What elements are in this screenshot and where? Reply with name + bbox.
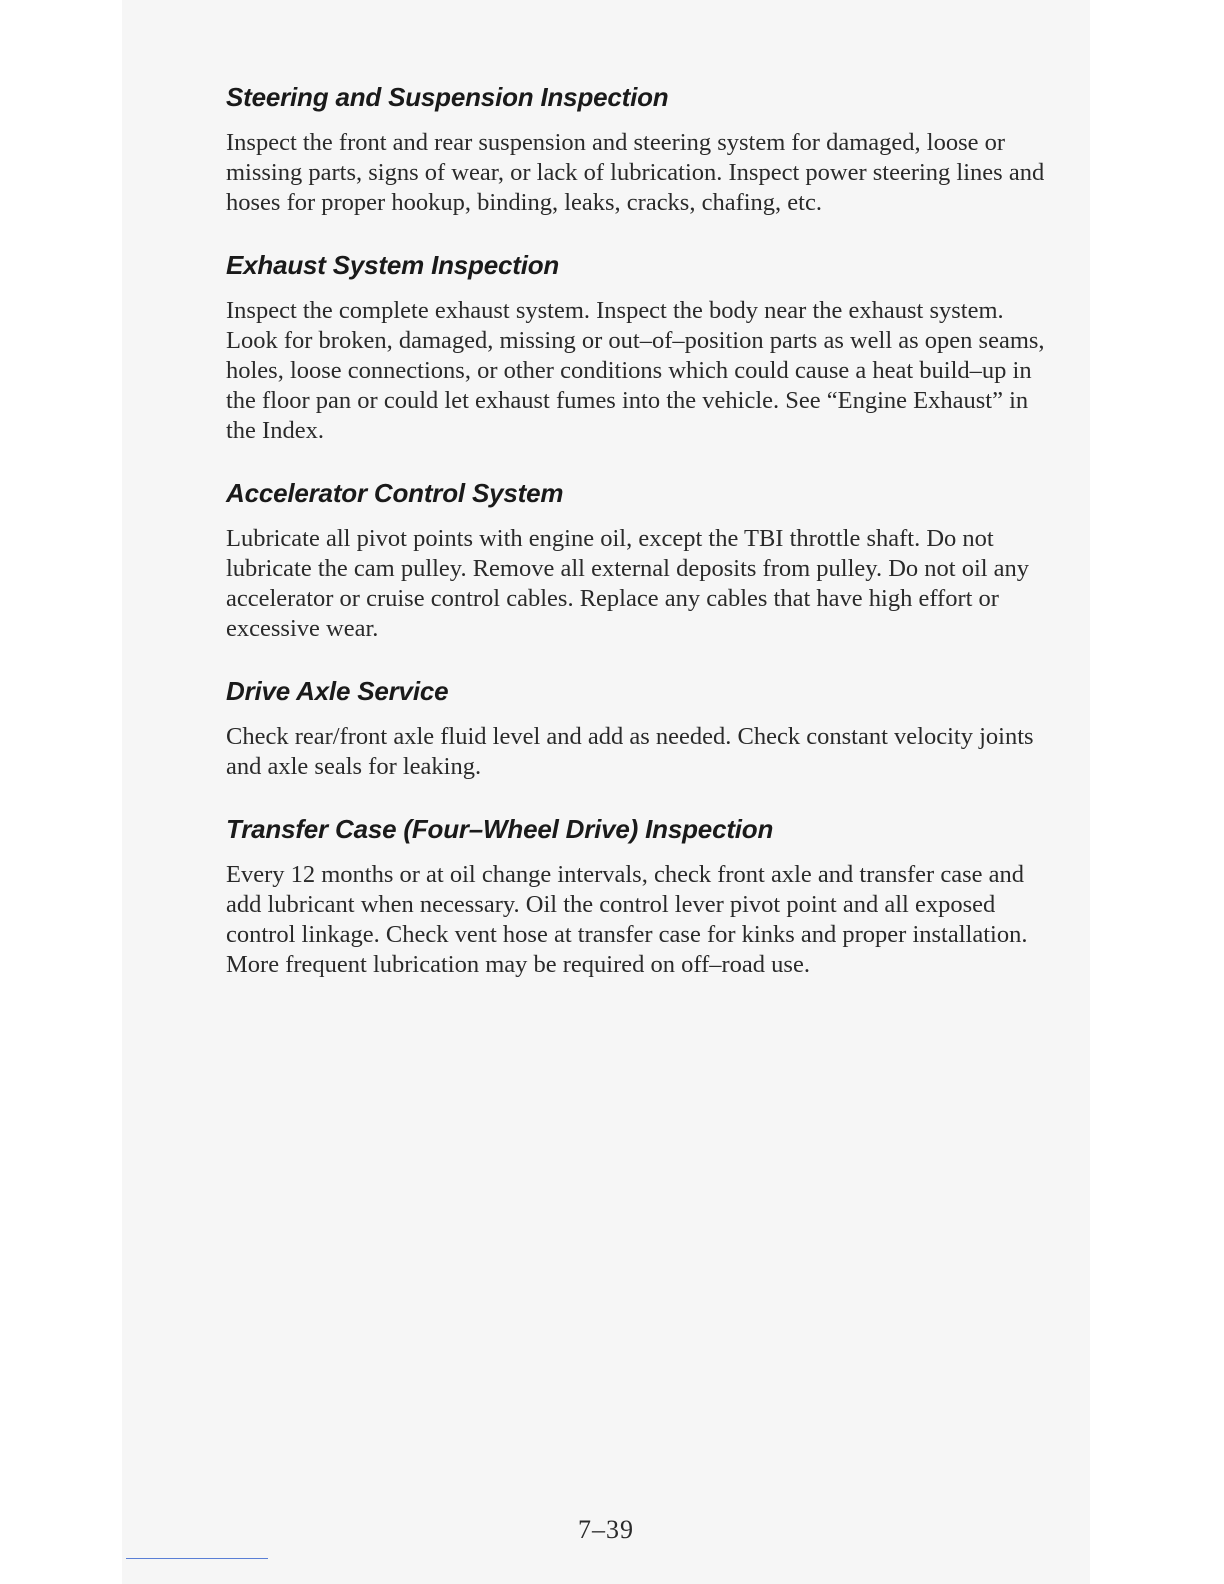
section-heading: Transfer Case (Four–Wheel Drive) Inspection	[226, 814, 774, 844]
page-content	[226, 80, 1056, 1010]
document-page	[122, 0, 1090, 1584]
section-transfer-case	[226, 812, 1056, 980]
section-heading: Steering and Suspension Inspection	[226, 82, 669, 112]
section-steering-suspension	[226, 80, 1056, 218]
section-body: Inspect the front and rear suspension and steering system for damaged, loose or missing parts, signs of wear, or lack of lubrication. Inspect power steering lines and hoses for proper hookup, binding, leaks, cracks, chafing, etc.	[226, 129, 1045, 216]
section-body: Every 12 months or at oil change intervals, check front axle and transfer case and add lubricant when necessary. Oil the control lever pivot point and all exposed control linkage. Check vent hose at transfer case for kinks and proper installation. More frequent lubrication may be required on off–road use.	[226, 861, 1028, 978]
section-heading: Accelerator Control System	[226, 478, 564, 508]
section-body: Check rear/front axle fluid level and add as needed. Check constant velocity joints and axle seals for leaking.	[226, 723, 1034, 780]
section-drive-axle	[226, 674, 1056, 782]
section-body: Inspect the complete exhaust system. Inspect the body near the exhaust system. Look for broken, damaged, missing or out–of–position parts as well as open seams, holes, loose connections, or other conditions which could cause a heat build–up in the floor pan or could let exhaust fumes into the vehicle. See “Engine Exhaust” in the Index.	[226, 297, 1045, 444]
page-number: 7–39	[578, 1515, 634, 1544]
section-accelerator-control	[226, 476, 1056, 644]
bottom-divider	[126, 1558, 268, 1559]
section-exhaust-system	[226, 248, 1056, 446]
section-body: Lubricate all pivot points with engine oil, except the TBI throttle shaft. Do not lubricate the cam pulley. Remove all external deposits from pulley. Do not oil any accelerator or cruise control cables. Replace any cables that have high effort or excessive wear.	[226, 525, 1030, 642]
section-heading: Exhaust System Inspection	[226, 250, 560, 280]
section-heading: Drive Axle Service	[226, 676, 449, 706]
